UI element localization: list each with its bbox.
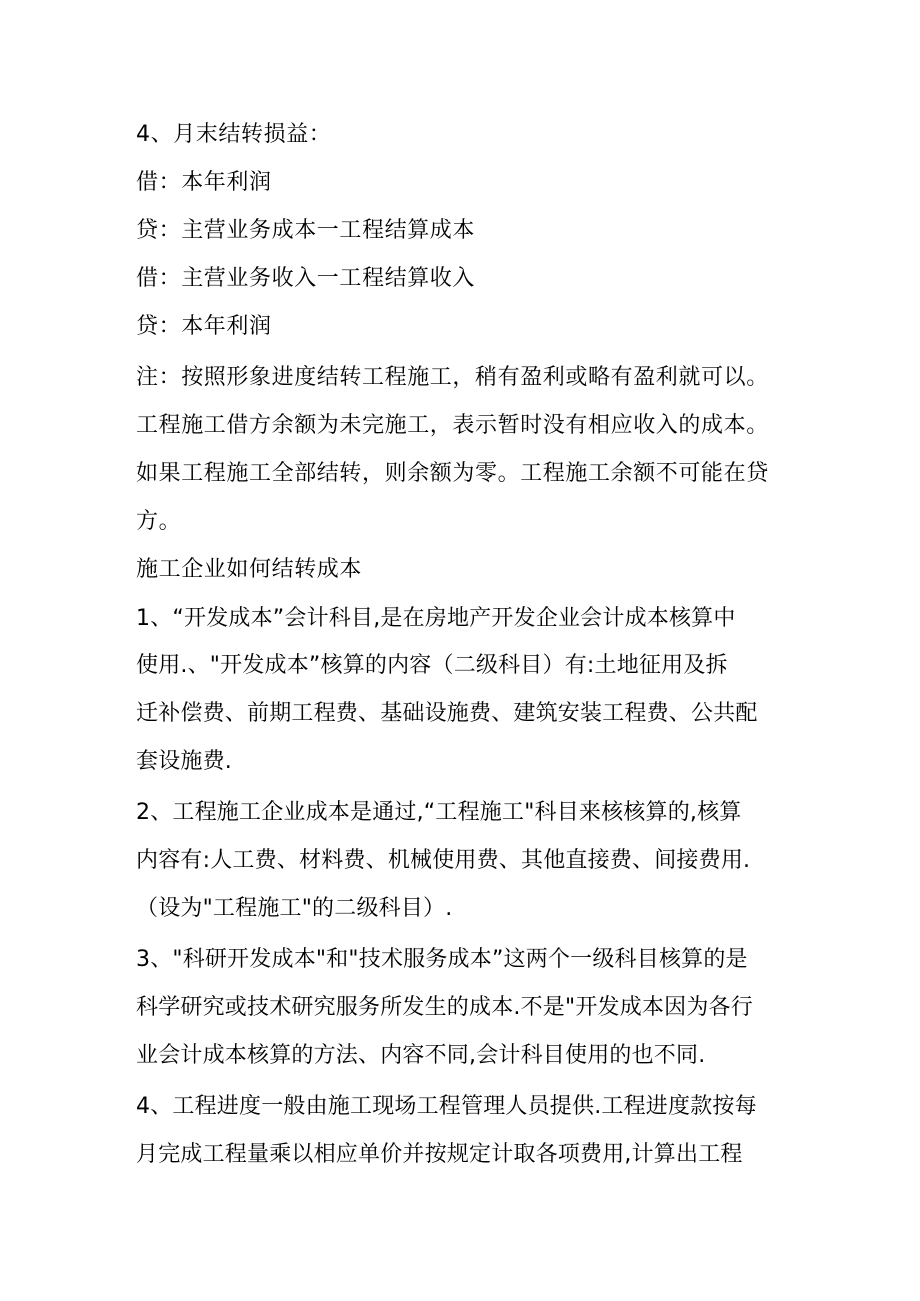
- line-item2-c: （设为"工程施工"的二级科目）.: [136, 896, 453, 921]
- line-note-3: 如果工程施工全部结转，则余额为零。工程施工余额不可能在贷: [136, 461, 769, 486]
- line-item1-a: 1、“开发成本”会计科目,是在房地产开发企业会计成本核算中: [136, 606, 736, 631]
- line-heading-month-end: 4、月末结转损益：: [136, 122, 332, 147]
- line-item4-b: 月完成工程量乘以相应单价并按规定计取各项费用,计算出工程: [136, 1142, 743, 1167]
- line-item3-b: 科学研究或技术研究服务所发生的成本.不是"开发成本因为各行: [136, 995, 753, 1020]
- line-item4-a: 4、工程进度一般由施工现场工程管理人员提供.工程进度款按每: [136, 1094, 757, 1119]
- line-item1-c: 迁补偿费、前期工程费、基础设施费、建筑安装工程费、公共配: [136, 701, 758, 726]
- line-note-1: 注：按照形象进度结转工程施工，稍有盈利或略有盈利就可以。: [136, 365, 769, 390]
- line-section-title: 施工企业如何结转成本: [136, 557, 363, 582]
- line-credit-profit: 贷：本年利润: [136, 314, 272, 339]
- line-item2-a: 2、工程施工企业成本是通过,“工程施工"科目来核核算的,核算: [136, 800, 742, 825]
- line-item2-b: 内容有:人工费、材料费、机械使用费、其他直接费、间接费用.: [136, 848, 751, 873]
- line-debit-profit: 借：本年利润: [136, 170, 272, 195]
- line-item3-a: 3、"科研开发成本"和"技术服务成本”这两个一级科目核算的是: [136, 947, 748, 972]
- line-item1-b: 使用.、"开发成本”核算的内容（二级科目）有:土地征用及拆: [136, 653, 728, 678]
- line-item1-d: 套设施费.: [136, 749, 232, 774]
- line-note-4: 方。: [136, 509, 182, 534]
- line-note-2: 工程施工借方余额为未完施工，表示暂时没有相应收入的成本。: [136, 413, 769, 438]
- line-debit-revenue: 借：主营业务收入一工程结算收入: [136, 266, 476, 291]
- line-credit-cost: 贷：主营业务成本一工程结算成本: [136, 218, 476, 243]
- line-item3-c: 业会计成本核算的方法、内容不同,会计科目使用的也不同.: [136, 1043, 706, 1068]
